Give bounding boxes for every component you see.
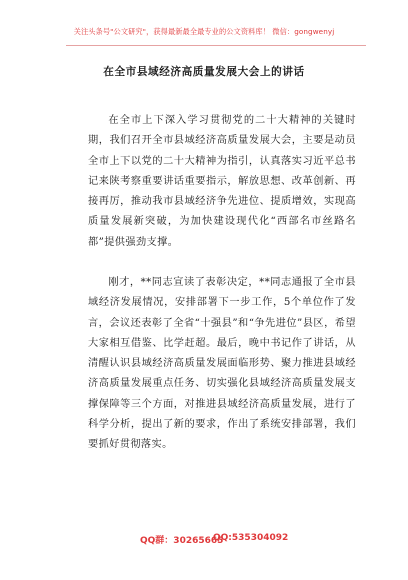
- footer-qq-group: QQ群：30265665: [140, 536, 224, 546]
- header-divider: [66, 45, 366, 46]
- body-paragraph-1: 在全市上下深入学习贯彻党的二十大精神的关键时期，我们召开全市县域经济高质量发展大会，主要是动员全市上下以党的二十大精神为指引，认真落实习近平总书记来陕考察重要讲话重要指示，解放思想、改革创新、再接再厉，推动我市县域经济争先进位、提质增效，实现高质量发展新突破，为加快建设现代化“西部名市丝路名都”提供强劲支撑。: [88, 115, 356, 248]
- document-title: 在全市县域经济高质量发展大会上的讲话: [103, 66, 305, 78]
- footer-qq: QQ:535304092: [213, 533, 289, 543]
- body-paragraph-2: 刚才，**同志宣读了表彰决定，**同志通报了全市县域经济发展情况，安排部署下一步工作，5个单位作了发言，会议还表彰了全省“十强县”和“争先进位”县区，希望大家相互借鉴、比学赶超。最后，晚中书记作了讲话，从清醒认识县域经济高质量发展面临形势、聚力推进县域经济高质量发展重点任务、切实强化县域经济高质量发展支撑保障等三个方面，对推进县域经济高质量发展，进行了科学分析，提出了新的要求，作出了系统安排部署，我们要抓好贯彻落实。: [88, 277, 356, 451]
- header-promo-note: 关注头条号"公文研究"，获得最新最全最专业的公文资料库！ 微信：gongwenyj: [73, 27, 335, 36]
